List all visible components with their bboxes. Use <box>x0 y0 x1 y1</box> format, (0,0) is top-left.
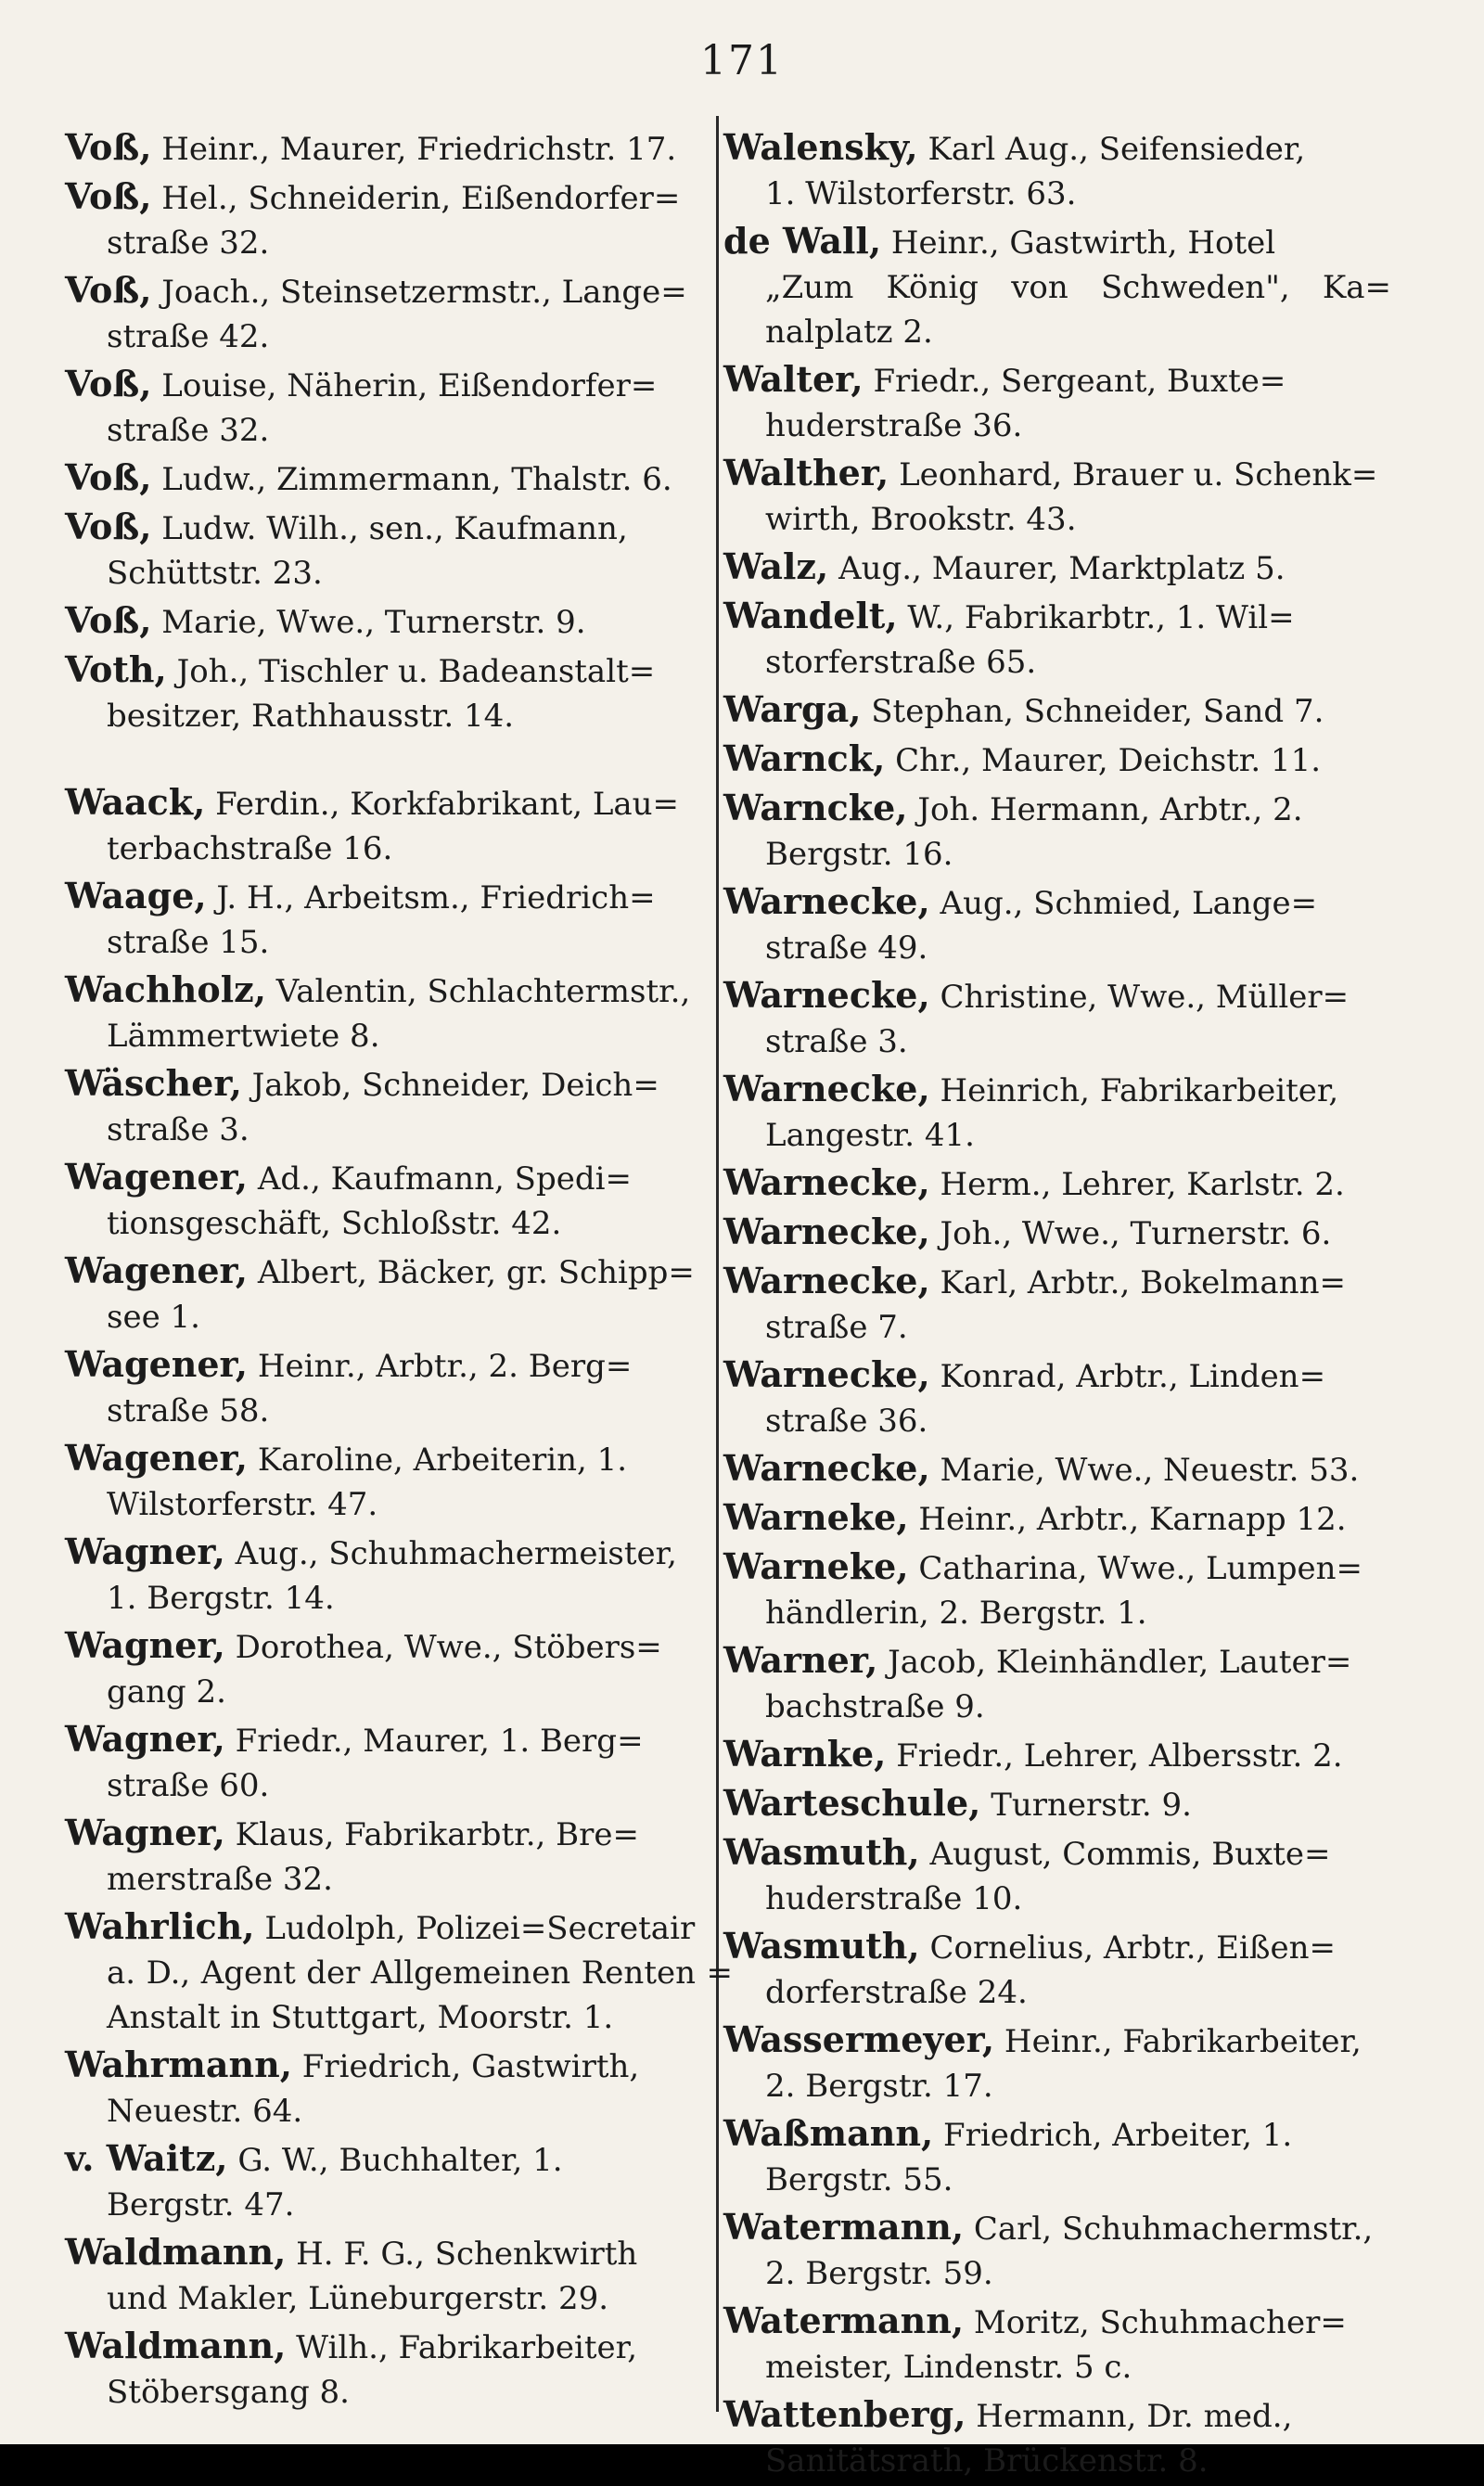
entry-details: Aug., Schuhmachermeister, <box>235 1535 677 1572</box>
directory-entry <box>723 1781 1391 1827</box>
entry-surname: Warnke, <box>723 1733 887 1775</box>
entry-details: Joh., Tischler u. Badeanstalt= <box>176 653 656 690</box>
right-column <box>723 125 1391 2486</box>
entry-surname: Wachholz, <box>65 968 266 1010</box>
entry-continuation: straße 49. <box>765 929 928 967</box>
entry-surname: Watermann, <box>723 2300 965 2341</box>
entry-details: Leonhard, Brauer u. Schenk= <box>899 456 1378 493</box>
entry-surname: Wagener, <box>65 1249 249 1291</box>
entry-continuation: 2. Bergstr. 17. <box>765 2068 993 2105</box>
entry-details: Karl Aug., Seifensieder, <box>928 131 1306 168</box>
entry-continuation: tionsgeschäft, Schloßstr. 42. <box>107 1205 562 1242</box>
entry-surname: Warnecke, <box>723 1211 930 1252</box>
directory-entry <box>723 1638 1391 1729</box>
entry-surname: Warneke, <box>723 1496 909 1538</box>
directory-entry <box>723 2299 1391 2390</box>
entry-surname: Wattenberg, <box>723 2393 966 2435</box>
entry-details: Konrad, Arbtr., Linden= <box>940 1358 1326 1395</box>
entry-details: Joach., Steinsetzermstr., Lange= <box>161 274 687 311</box>
directory-entry <box>723 545 1391 591</box>
entry-continuation: wirth, Brookstr. 43. <box>765 501 1077 538</box>
directory-entry <box>723 1732 1391 1778</box>
directory-entry <box>723 2392 1391 2483</box>
entry-details: Moritz, Schuhmacher= <box>973 2304 1347 2341</box>
entry-surname: Wagner, <box>65 1624 225 1666</box>
directory-entry <box>723 1160 1391 1207</box>
entry-continuation: 1. Bergstr. 14. <box>107 1580 335 1617</box>
entry-continuation: meister, Lindenstr. 5 c. <box>765 2349 1132 2386</box>
directory-entry <box>723 594 1391 685</box>
entry-surname: Warnecke, <box>723 1447 930 1489</box>
entry-details: Marie, Wwe., Neuestr. 53. <box>940 1452 1360 1489</box>
page-number: 171 <box>700 37 784 84</box>
entry-surname: Walther, <box>723 452 889 493</box>
entry-continuation: Neuestr. 64. <box>107 2093 303 2130</box>
entry-details: Jacob, Kleinhändler, Lauter= <box>888 1644 1352 1681</box>
directory-entry <box>723 687 1391 734</box>
entry-continuation: Sanitätsrath, Brückenstr. 8. <box>765 2442 1209 2480</box>
directory-entry <box>65 2230 733 2321</box>
entry-surname: Voß, <box>65 599 152 641</box>
entry-surname: Walensky, <box>723 126 918 168</box>
directory-entry <box>723 737 1391 783</box>
entry-continuation: straße 7. <box>765 1309 908 1346</box>
entry-continuation: Schüttstr. 23. <box>107 555 323 592</box>
directory-entry <box>65 2324 733 2415</box>
directory-entry <box>65 1155 733 1246</box>
directory-entry <box>65 1811 733 1902</box>
entry-surname: Wandelt, <box>723 595 898 636</box>
entry-details: Friedrich, Arbeiter, 1. <box>943 2117 1293 2154</box>
directory-entry <box>65 1904 733 2040</box>
directory-entry <box>65 125 733 172</box>
entry-surname: Waage, <box>65 875 207 916</box>
entry-surname: Wagner, <box>65 1718 225 1760</box>
directory-entry <box>723 1352 1391 1443</box>
entry-continuation: Lämmertwiete 8. <box>107 1018 380 1055</box>
directory-entry <box>723 1544 1391 1635</box>
entry-continuation: „Zum König von Schweden", Ka= nalplatz 2. <box>765 269 1391 351</box>
entry-surname: Voß, <box>65 175 152 217</box>
entry-surname: Wagener, <box>65 1156 249 1198</box>
directory-entry <box>723 2018 1391 2108</box>
entry-surname: Wagener, <box>65 1437 249 1479</box>
entry-details: Albert, Bäcker, gr. Schipp= <box>257 1254 695 1291</box>
directory-entry <box>65 362 733 453</box>
entry-continuation: Stöbersgang 8. <box>107 2374 350 2411</box>
directory-entry <box>723 451 1391 542</box>
entry-details: Ad., Kaufmann, Spedi= <box>257 1160 632 1198</box>
entry-continuation: händlerin, 2. Bergstr. 1. <box>765 1595 1147 1632</box>
directory-entry <box>65 174 733 265</box>
directory-entry <box>65 455 733 502</box>
entry-details: Ludw. Wilh., sen., Kaufmann, <box>161 510 628 547</box>
entry-surname: Wagner, <box>65 1812 225 1853</box>
entry-continuation: straße 32. <box>107 412 270 449</box>
entry-details: Karl, Arbtr., Bokelmann= <box>940 1264 1346 1301</box>
directory-entry <box>65 1623 733 1714</box>
entry-details: Hermann, Dr. med., <box>976 2398 1293 2435</box>
entry-details: Valentin, Schlachtermstr., <box>275 973 691 1010</box>
directory-entry <box>65 647 733 738</box>
entry-details: Jakob, Schneider, Deich= <box>251 1067 659 1104</box>
directory-entry <box>723 1495 1391 1542</box>
entry-surname: Voß, <box>65 456 152 498</box>
directory-entry <box>723 1446 1391 1493</box>
entry-continuation: dorferstraße 24. <box>765 1974 1028 2011</box>
entry-details: Heinr., Fabrikarbeiter, <box>1004 2023 1362 2060</box>
entry-surname: Wahrlich, <box>65 1905 255 1947</box>
entry-surname: Voß, <box>65 506 152 547</box>
entry-details: Heinr., Maurer, Friedrichstr. 17. <box>161 131 677 168</box>
entry-details: Klaus, Fabrikarbtr., Bre= <box>235 1816 639 1853</box>
section-gap <box>65 741 733 780</box>
directory-entry <box>65 505 733 596</box>
entry-continuation: straße 3. <box>107 1111 249 1148</box>
entry-details: Aug., Maurer, Marktplatz 5. <box>838 550 1286 587</box>
entry-continuation: straße 58. <box>107 1392 270 1429</box>
directory-entry <box>723 1924 1391 2015</box>
entry-continuation: merstraße 32. <box>107 1861 333 1898</box>
directory-entry <box>65 780 733 871</box>
directory-entry <box>723 1067 1391 1158</box>
directory-entry <box>65 967 733 1058</box>
entry-continuation: gang 2. <box>107 1673 226 1711</box>
entry-details: Ludolph, Polizei=Secretair <box>264 1910 696 1947</box>
entry-surname: Wagner, <box>65 1531 225 1572</box>
entry-details: Friedr., Sergeant, Buxte= <box>873 363 1286 400</box>
directory-entry <box>65 874 733 965</box>
directory-entry <box>723 973 1391 1064</box>
entry-surname: Warnecke, <box>723 1260 930 1301</box>
left-column <box>65 125 733 2417</box>
directory-entry <box>723 357 1391 448</box>
entry-continuation: straße 32. <box>107 224 270 262</box>
entry-details: Heinrich, Fabrikarbeiter, <box>940 1072 1339 1109</box>
entry-surname: Wagener, <box>65 1343 249 1385</box>
entry-surname: Warner, <box>723 1639 878 1681</box>
entry-details: Ferdin., Korkfabrikant, Lau= <box>215 786 680 823</box>
directory-entry <box>65 2043 733 2134</box>
entry-details: Aug., Schmied, Lange= <box>940 885 1318 922</box>
entry-details: Joh., Wwe., Turnerstr. 6. <box>940 1215 1332 1252</box>
entry-details: Chr., Maurer, Deichstr. 11. <box>895 742 1322 779</box>
directory-entry <box>65 268 733 359</box>
entry-surname: Warnck, <box>723 737 886 779</box>
entry-details: Friedr., Lehrer, Albersstr. 2. <box>896 1737 1343 1775</box>
entry-details: Louise, Näherin, Eißendorfer= <box>161 367 658 404</box>
entry-details: Heinr., Arbtr., 2. Berg= <box>257 1348 633 1385</box>
entry-continuation: straße 15. <box>107 924 270 961</box>
entry-continuation: Langestr. 41. <box>765 1117 975 1154</box>
directory-entry <box>65 1530 733 1621</box>
entry-continuation: straße 42. <box>107 318 270 355</box>
entry-surname: Warnecke, <box>723 1161 930 1203</box>
entry-surname: Warnecke, <box>723 1068 930 1109</box>
entry-details: W., Fabrikarbtr., 1. Wil= <box>907 599 1295 636</box>
entry-continuation: see 1. <box>107 1299 200 1336</box>
entry-surname: Wahrmann, <box>65 2044 292 2085</box>
entry-continuation: bachstraße 9. <box>765 1688 985 1725</box>
entry-details: Catharina, Wwe., Lumpen= <box>918 1550 1362 1587</box>
entry-details: Stephan, Schneider, Sand 7. <box>871 693 1324 730</box>
entry-details: Friedrich, Gastwirth, <box>301 2048 640 2085</box>
entry-surname: Wäscher, <box>65 1062 242 1104</box>
entry-surname: Warnecke, <box>723 1353 930 1395</box>
entry-details: Marie, Wwe., Turnerstr. 9. <box>161 604 586 641</box>
entry-surname: Voth, <box>65 648 167 690</box>
entry-surname: Walter, <box>723 358 864 400</box>
directory-entry <box>723 125 1391 216</box>
entry-details: Herm., Lehrer, Karlstr. 2. <box>940 1166 1345 1203</box>
entry-surname: Waßmann, <box>723 2112 934 2154</box>
entry-details: Carl, Schuhmachermstr., <box>973 2210 1374 2248</box>
entry-surname: v. Waitz, <box>65 2137 228 2179</box>
directory-entry <box>723 219 1391 354</box>
directory-entry <box>65 1342 733 1433</box>
entry-surname: Voß, <box>65 269 152 311</box>
entry-details: J. H., Arbeitsm., Friedrich= <box>216 879 656 916</box>
entry-continuation: storferstraße 65. <box>765 644 1037 681</box>
entry-surname: Warga, <box>723 688 862 730</box>
entry-surname: Waack, <box>65 781 206 823</box>
entry-continuation: Wilstorferstr. 47. <box>107 1486 378 1523</box>
entry-details: August, Commis, Buxte= <box>929 1836 1331 1873</box>
entry-surname: Voß, <box>65 126 152 168</box>
entry-details: G. W., Buchhalter, 1. <box>237 2142 563 2179</box>
entry-surname: Walz, <box>723 545 829 587</box>
entry-continuation: 2. Bergstr. 59. <box>765 2255 993 2292</box>
directory-entry <box>723 879 1391 970</box>
directory-entry <box>65 1249 733 1339</box>
entry-details: Turnerstr. 9. <box>991 1787 1192 1824</box>
directory-entry <box>65 1436 733 1527</box>
entry-details: Hel., Schneiderin, Eißendorfer= <box>161 180 681 217</box>
entry-continuation: und Makler, Lüneburgerstr. 29. <box>107 2280 609 2317</box>
entry-details: Ludw., Zimmermann, Thalstr. 6. <box>161 461 672 498</box>
entry-surname: Waldmann, <box>65 2231 287 2273</box>
entry-surname: Voß, <box>65 363 152 404</box>
entry-continuation: 1. Wilstorferstr. 63. <box>765 175 1077 212</box>
entry-details: H. F. G., Schenkwirth <box>296 2236 638 2273</box>
entry-continuation: straße 60. <box>107 1767 270 1804</box>
entry-continuation: Bergstr. 47. <box>107 2186 295 2223</box>
directory-entry <box>723 1830 1391 1921</box>
entry-details: Christine, Wwe., Müller= <box>940 979 1350 1016</box>
directory-entry <box>65 2136 733 2227</box>
directory-entry <box>723 786 1391 877</box>
directory-entry <box>723 1210 1391 1256</box>
entry-surname: Wasmuth, <box>723 1925 920 1967</box>
entry-surname: Warteschule, <box>723 1782 981 1824</box>
directory-entry <box>65 1061 733 1152</box>
entry-details: Friedr., Maurer, 1. Berg= <box>235 1723 644 1760</box>
entry-continuation: Bergstr. 55. <box>765 2161 953 2198</box>
directory-entry <box>723 2205 1391 2296</box>
entry-continuation: besitzer, Rathhausstr. 14. <box>107 698 515 735</box>
entry-details: Dorothea, Wwe., Stöbers= <box>235 1629 662 1666</box>
entry-surname: Watermann, <box>723 2206 965 2248</box>
entry-surname: Wasmuth, <box>723 1831 920 1873</box>
entry-details: Wilh., Fabrikarbeiter, <box>296 2329 637 2366</box>
entry-surname: Warncke, <box>723 787 908 828</box>
entry-surname: Waldmann, <box>65 2325 287 2366</box>
entry-details: Cornelius, Arbtr., Eißen= <box>929 1929 1337 1967</box>
entry-details: Heinr., Arbtr., Karnapp 12. <box>918 1501 1347 1538</box>
entry-continuation: huderstraße 36. <box>765 407 1023 444</box>
entry-surname: de Wall, <box>723 220 882 262</box>
directory-entry <box>723 1259 1391 1350</box>
directory-entry <box>65 1717 733 1808</box>
entry-continuation: huderstraße 10. <box>765 1880 1023 1917</box>
directory-entry <box>65 598 733 645</box>
entry-continuation: terbachstraße 16. <box>107 830 393 867</box>
entry-surname: Warneke, <box>723 1545 909 1587</box>
entry-details: Karoline, Arbeiterin, 1. <box>257 1442 628 1479</box>
entry-surname: Wassermeyer, <box>723 2018 995 2060</box>
entry-continuation: straße 3. <box>765 1023 908 1060</box>
entry-surname: Warnecke, <box>723 880 930 922</box>
entry-continuation: straße 36. <box>765 1403 928 1440</box>
entry-details: Heinr., Gastwirth, Hotel <box>890 224 1276 262</box>
entry-details: Joh. Hermann, Arbtr., 2. <box>917 791 1303 828</box>
entry-continuation: Bergstr. 16. <box>765 836 953 873</box>
entry-continuation: a. D., Agent der Allgemeinen Renten = Anstalt in Stuttgart, Moorstr. 1. <box>107 1954 733 2036</box>
entry-surname: Warnecke, <box>723 974 930 1016</box>
directory-entry <box>723 2111 1391 2202</box>
